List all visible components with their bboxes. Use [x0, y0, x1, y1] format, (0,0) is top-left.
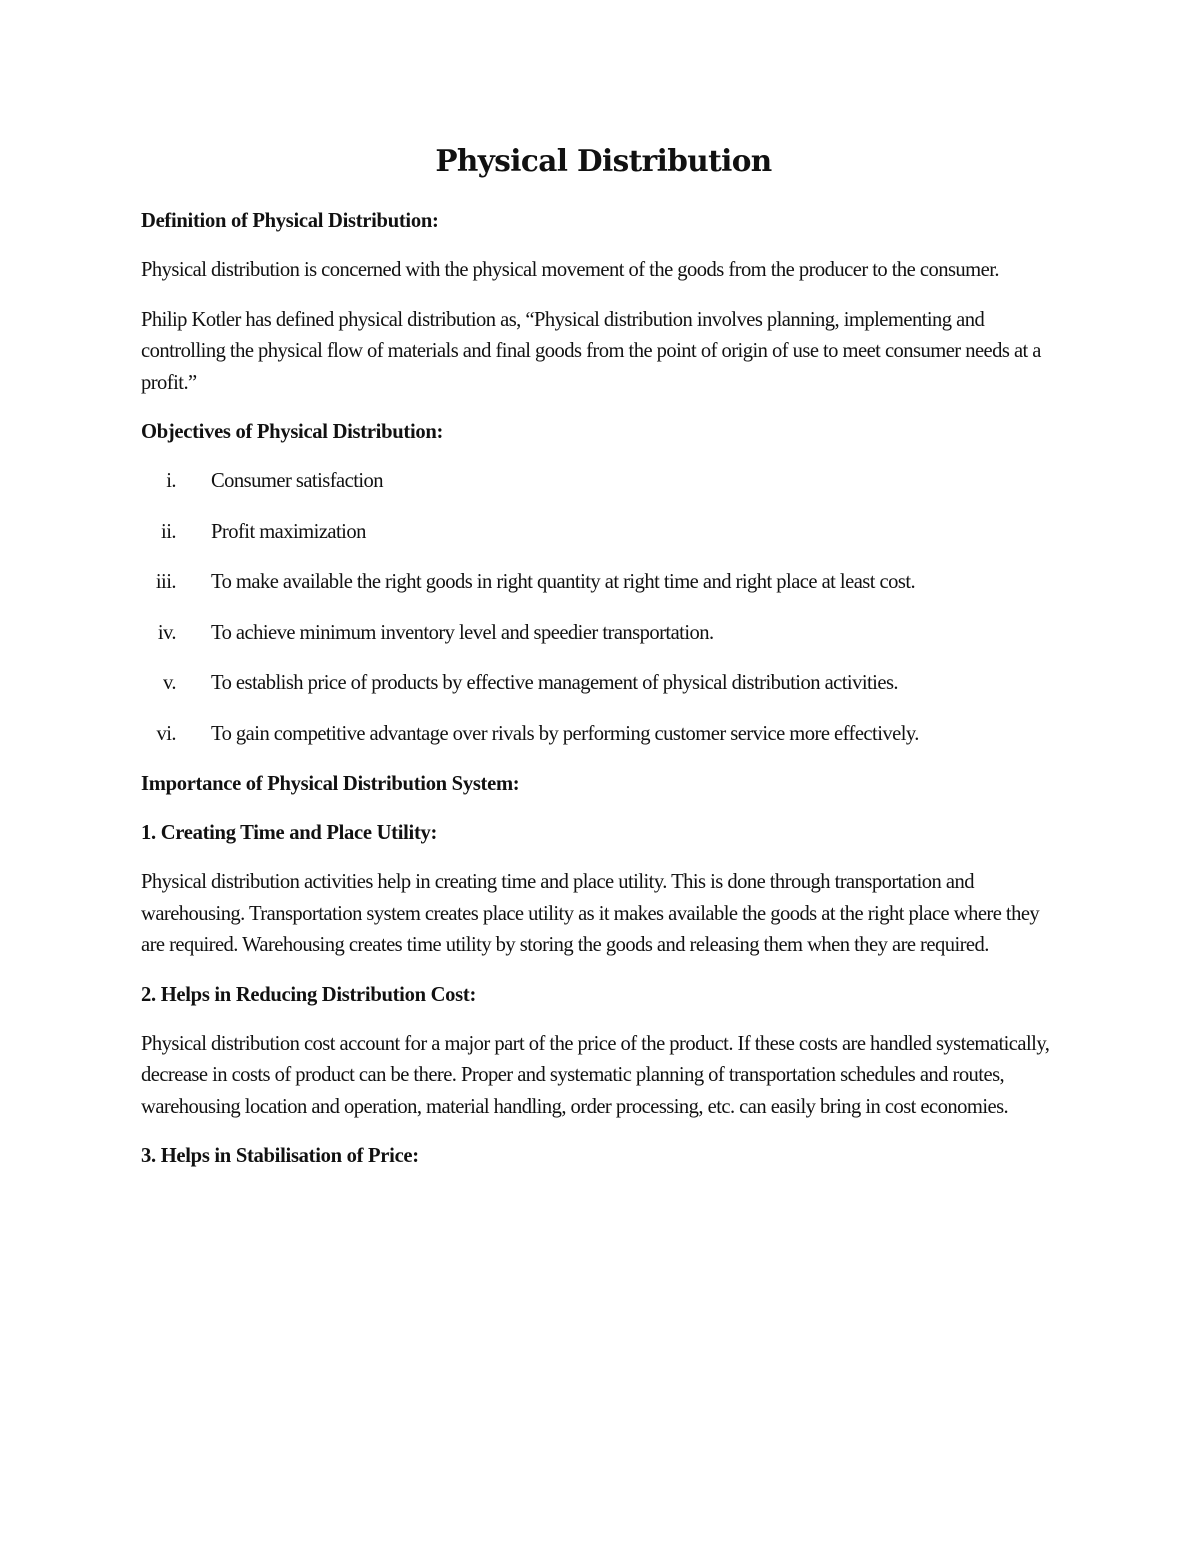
- point1-heading: 1. Creating Time and Place Utility:: [141, 822, 438, 844]
- list-item: [141, 466, 1066, 498]
- list-item: [141, 567, 1066, 599]
- definition-heading: Definition of Physical Distribution:: [141, 210, 439, 232]
- definition-paragraph: Physical distribution is concerned with the physical movement of the goods from the producer to the consumer.: [141, 259, 999, 281]
- list-item-text: To gain competitive advantage over rivals by performing customer service more effectively.: [211, 722, 919, 745]
- point2-paragraph: Physical distribution cost account for a major part of the price of the product. If these costs are handled systematically, decrease in costs of product can be there. Proper and systematic planning of transportation schedules and routes, warehousing location and operation, material handling, order processing, etc. can easily bring in cost economies.: [141, 1032, 1050, 1118]
- list-numeral: ii.: [161, 520, 176, 543]
- objectives-list: [141, 466, 1066, 750]
- document-body: [141, 138, 1066, 1190]
- point1-paragraph: Physical distribution activities help in creating time and place utility. This is done through transportation and warehousing. Transportation system creates place utility as it makes available the goods at the right place where they are required. Warehousing creates time utility by storing the goods and releasing them when they are required.: [141, 871, 1040, 956]
- list-item: [141, 618, 1066, 650]
- list-numeral: i.: [166, 470, 176, 492]
- kotler-definition-paragraph: Philip Kotler has defined physical distribution as, “Physical distribution involves planning, implementing and controlling the physical flow of materials and final goods from the point of origin of use to meet consumer needs at a profit.”: [141, 308, 1041, 394]
- list-item: [141, 719, 1066, 751]
- point3-heading: 3. Helps in Stabilisation of Price:: [141, 1145, 419, 1167]
- list-numeral: iv.: [157, 621, 176, 644]
- list-item-text: Profit maximization: [211, 520, 366, 543]
- importance-heading: Importance of Physical Distribution System:: [141, 773, 520, 795]
- list-numeral: vi.: [156, 722, 176, 745]
- list-item-text: To make available the right goods in right quantity at right time and right place at least cost.: [211, 571, 916, 593]
- point2-heading: 2. Helps in Reducing Distribution Cost:: [141, 983, 477, 1006]
- list-numeral: iii.: [155, 571, 176, 593]
- list-item-text: To achieve minimum inventory level and speedier transportation.: [211, 621, 714, 644]
- list-item: [141, 517, 1066, 549]
- list-item-text: To establish price of products by effective management of physical distribution activities.: [211, 672, 899, 694]
- objectives-heading: Objectives of Physical Distribution:: [141, 421, 444, 443]
- list-item-text: Consumer satisfaction: [211, 470, 384, 492]
- list-item: [141, 668, 1066, 700]
- page-title: Physical Distribution: [435, 143, 772, 178]
- list-numeral: v.: [162, 672, 176, 694]
